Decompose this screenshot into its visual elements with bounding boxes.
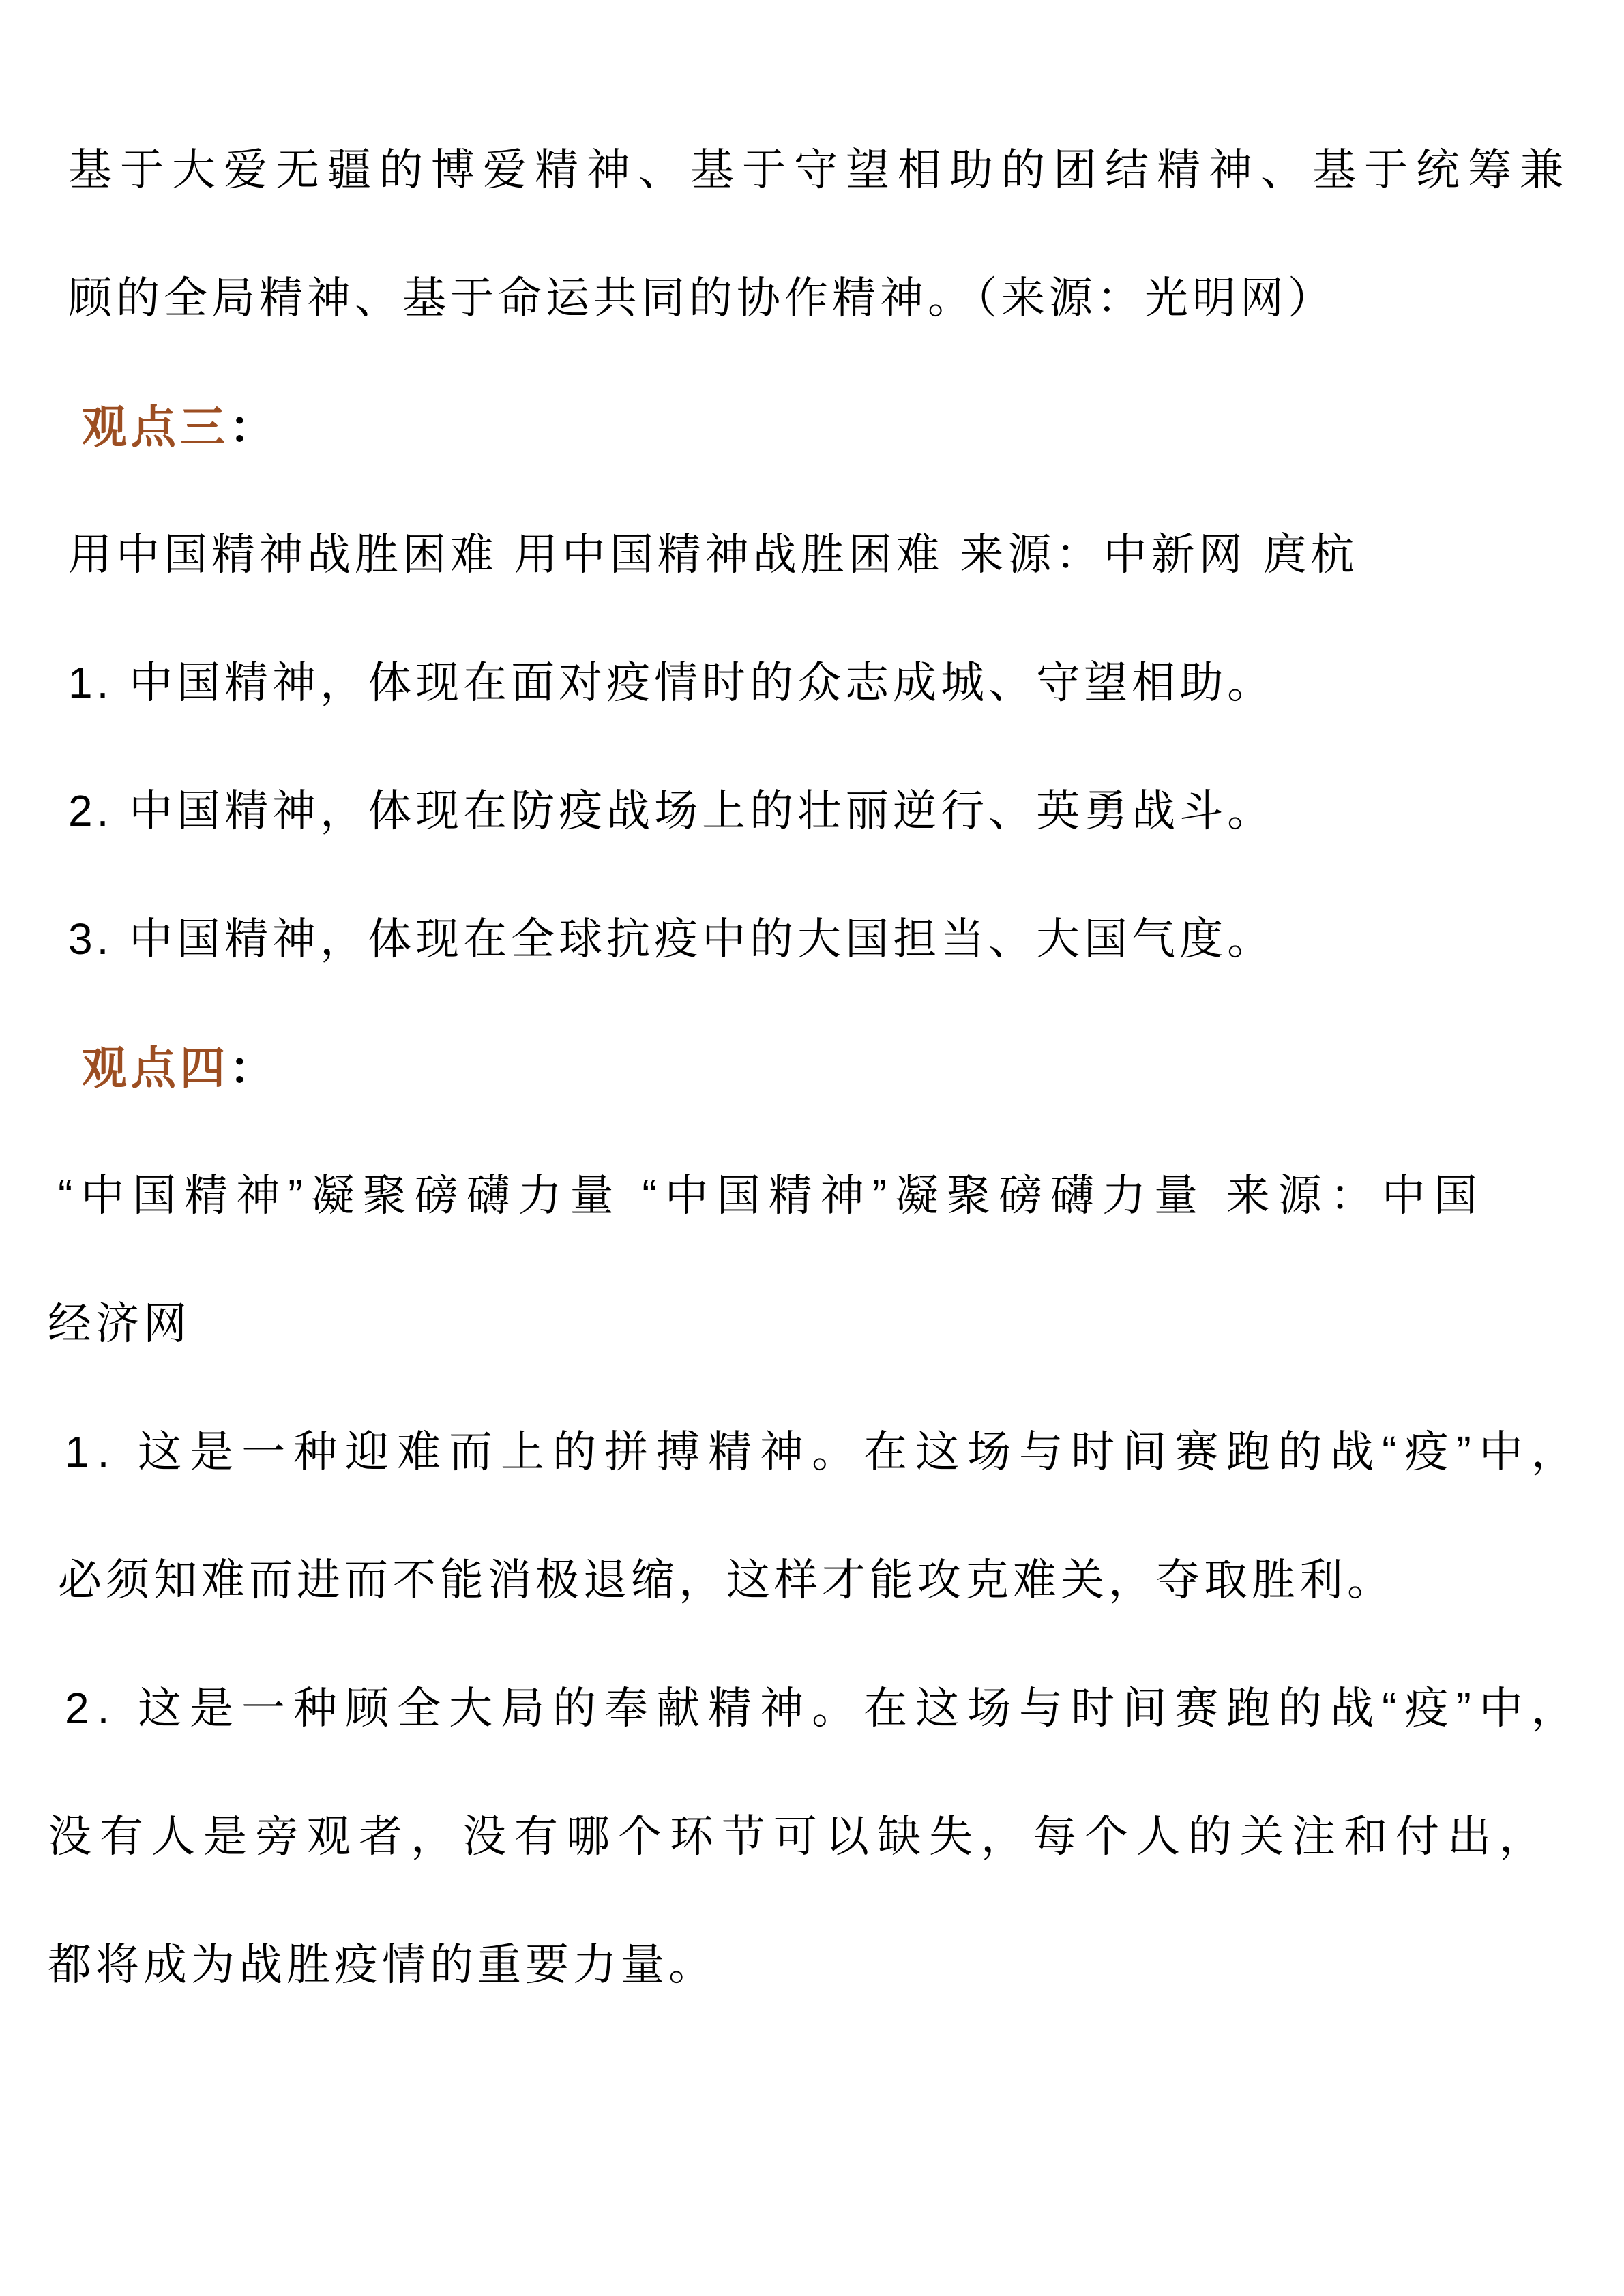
list-item — [65, 1641, 1624, 1769]
text-line — [48, 1256, 1624, 1384]
section-heading-colon: ： — [229, 1042, 278, 1093]
text-line — [68, 102, 1624, 230]
text-line — [58, 1128, 1624, 1256]
text-line-content: 1. 这是一种迎难而上的拼搏精神。在这场与时间赛跑的战“疫”中， — [65, 1427, 1583, 1476]
list-item — [68, 615, 1624, 743]
text-line-content: “中国精神”凝聚磅礴力量 “中国精神”凝聚磅礴力量 来源：中国 — [58, 1171, 1486, 1220]
section-heading-label: 观点三 — [82, 401, 229, 452]
section-heading — [82, 1000, 1624, 1128]
text-line — [58, 1512, 1624, 1641]
text-line-content: 经济网 — [48, 1299, 191, 1348]
text-line-content: 2. 中国精神，体现在防疫战场上的壮丽逆行、英勇战斗。 — [68, 786, 1275, 835]
text-line-content: 必须知难而进而不能消极退缩，这样才能攻克难关，夺取胜利。 — [58, 1555, 1395, 1605]
text-line-content: 顾的全局精神、基于命运共同的协作精神。（来源：光明网） — [68, 273, 1335, 323]
section-heading-label: 观点四 — [82, 1042, 229, 1093]
list-item — [68, 871, 1624, 1000]
text-line-content: 1. 中国精神，体现在面对疫情时的众志成城、守望相助。 — [68, 658, 1275, 707]
text-line-content: 都将成为战胜疫情的重要力量。 — [48, 1940, 716, 1989]
section-heading-colon: ： — [229, 401, 278, 452]
text-line — [68, 487, 1624, 615]
text-line-content: 基于大爱无疆的博爱精神、基于守望相助的团结精神、基于统筹兼 — [68, 145, 1571, 194]
text-line-content: 2. 这是一种顾全大局的奉献精神。在这场与时间赛跑的战“疫”中， — [65, 1684, 1583, 1733]
list-item — [65, 1384, 1624, 1512]
text-line-content: 没有人是旁观者，没有哪个环节可以缺失，每个人的关注和付出， — [48, 1812, 1551, 1861]
text-line — [48, 1769, 1624, 1897]
list-item — [68, 743, 1624, 871]
section-heading — [82, 359, 1624, 487]
text-line-content: 3. 中国精神，体现在全球抗疫中的大国担当、大国气度。 — [68, 914, 1275, 964]
text-line-content: 用中国精神战胜困难 用中国精神战胜困难 来源：中新网 庹杭 — [68, 530, 1359, 579]
text-line — [68, 230, 1624, 359]
text-line — [48, 1897, 1624, 2025]
